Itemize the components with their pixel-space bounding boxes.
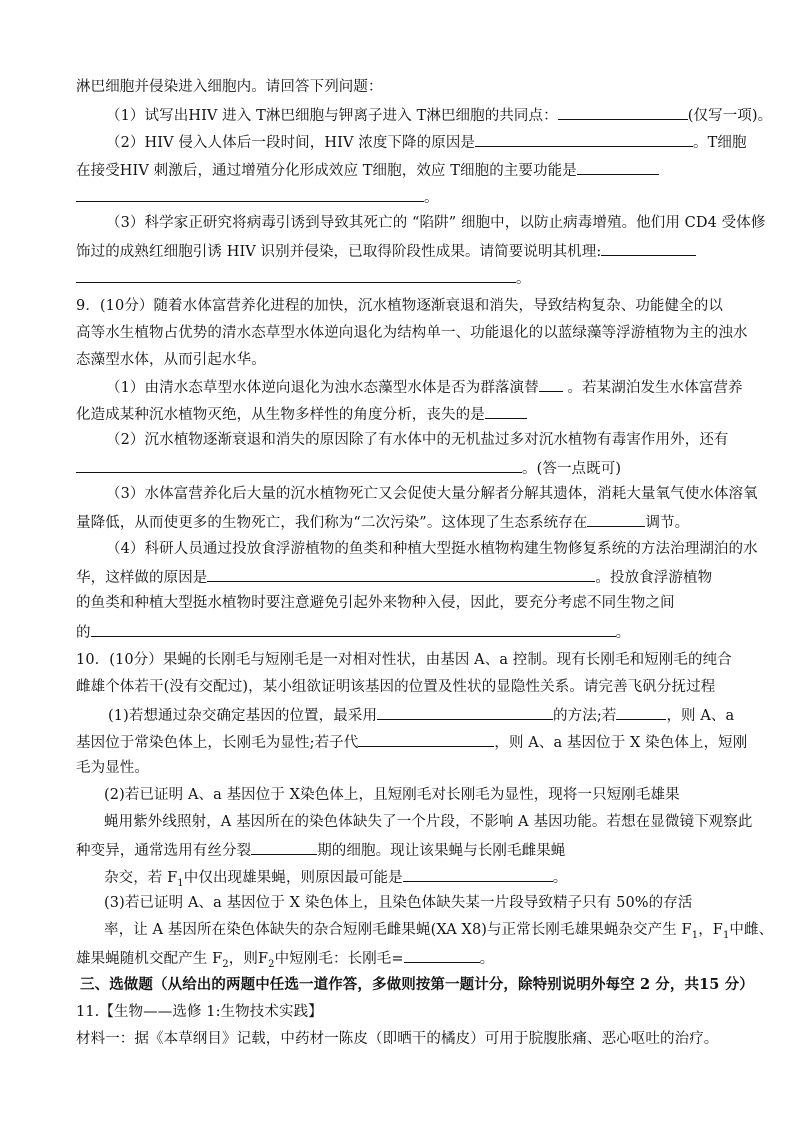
- q10-line2: 雌雄个体若干(没有交配过)，某小组欲证明该基因的位置及性状的显隐性关系。请完善飞矾分抚过程: [76, 679, 716, 695]
- answer-blank[interactable]: [76, 267, 516, 283]
- q9-line3: 态藻型水体，从而引起水华。: [76, 352, 266, 368]
- q10-part2-line3: 种变异，通常选用有丝分裂 期的细胞。现让该果蝇与长刚毛雌果蝇: [76, 839, 565, 861]
- q9-part4-line3: 的鱼类和种植大型挺水植物时要注意避免引起外来物种入侵，因此，要充分考虑不同生物之间: [76, 595, 675, 611]
- answer-blank[interactable]: [485, 403, 527, 419]
- q10-part2-line4: 杂交，若 $F_1$中仅出现雄果蝇，则原因最可能是 。: [104, 866, 567, 888]
- q10-part1: (1)若想通过杂交确定基因的位置，最采用 的方法;若 ，则 A、a: [108, 704, 734, 726]
- q9-part1: （1）由清水态草型水体逆向退化为浊水态藻型水体是否为群落演替 。若某湖泊发生水体富营养: [106, 376, 743, 398]
- answer-blank[interactable]: [601, 240, 696, 256]
- q9-part4-line4: 的 。: [76, 621, 630, 643]
- q10-part2: (2)若已证明 A、a 基因位于 X染色体上，且短刚毛对长刚毛为显性，现将一只短刚毛雄果: [104, 787, 680, 803]
- answer-blank[interactable]: [558, 104, 688, 120]
- answer-blank[interactable]: [616, 704, 666, 720]
- answer-blank[interactable]: [76, 186, 424, 202]
- q8-part1: （1）试写出HIV 进入 T淋巴细胞与钾离子进入 T淋巴细胞的共同点： (仅写一项)。: [106, 104, 772, 126]
- q8-part2: （2）HIV 侵入人体后一段时间，HIV 浓度下降的原因是 。T细胞: [106, 131, 747, 153]
- answer-blank[interactable]: [404, 947, 480, 963]
- q10-part1-line2: 基因位于常染色体上，长刚毛为显性;若子代 ，则 A、a 基因位于 X 染色体上，短刚: [76, 731, 747, 753]
- q10-part3-line2: 率，让 A 基因所在染色体缺失的杂合短刚毛雌果蝇(XA X8)与正常长刚毛雄果蝇杂交产生 $F_1$，$F_1$中雌、: [104, 922, 774, 941]
- q8-part3-line3: 。: [76, 267, 531, 289]
- q8-part2-line2: 在接受HIV 刺激后，通过增殖分化形成效应 T细胞，效应 T细胞的主要功能是: [76, 159, 659, 181]
- q9-part1-line2: 化造成某种沉水植物灭绝，从生物多样性的角度分析，丧失的是: [76, 403, 527, 425]
- q9-part4: （4）科研人员通过投放食浮游植物的鱼类和种植大型挺水植物构建生物修复系统的方法治理湖泊的水: [106, 541, 758, 557]
- answer-blank[interactable]: [76, 457, 522, 473]
- q11-header: 11.【生物——选修 1:生物技术实践】: [76, 1004, 323, 1020]
- q9-header: 9．(10分）随着水体富营养化进程的加快，沉水植物逐渐衰退和消失，导致结构复杂、功能健全的以: [76, 298, 723, 314]
- q8-part3-line2: 饰过的成熟红细胞引诱 HIV 识别并侵染，已取得阶段性成果。请简要说明其机理:: [76, 240, 696, 262]
- q9-part4-line2: 华，这样做的原因是 。投放食浮游植物: [76, 566, 712, 588]
- q8-part2-line3: 。: [76, 186, 439, 208]
- answer-blank[interactable]: [475, 131, 693, 147]
- q10-part1-line3: 毛为显性。: [76, 760, 149, 776]
- q9-part3-line2: 量降低，从而使更多的生物死亡，我们称为“二次污染”。这体现了生态系统存在 调节。: [76, 511, 689, 533]
- q10-part3-line3: 雄果蝇随机交配产生 $F_2$，则$F_2$中短刚毛：长刚毛= 。: [76, 947, 494, 969]
- q10-part2-line2: 蝇用紫外线照射，A 基因所在的染色体缺失了一个片段，不影响 A 基因功能。若想在显微镜下观察此: [104, 814, 753, 830]
- q9-part3: （3）水体富营养化后大量的沉水植物死亡又会促使大量分解者分解其遗体，消耗大量氧气使水体溶氧: [106, 486, 758, 502]
- q10-part3: (3)若已证明 A、a 基因位于 X 染色体上，且染色体缺失某一片段导致精子只有 50%的存活: [104, 895, 693, 911]
- answer-blank[interactable]: [539, 376, 563, 392]
- q8-part3: （3）科学家正研究将病毒引诱到导致其死亡的 “陷阱” 细胞中，以防止病毒增殖。他们用 CD4 受体修: [106, 215, 766, 231]
- q9-line2: 高等水生植物占优势的清水态草型水体逆向退化为结构单一、功能退化的以蓝绿藻等浮游植物为主的浊水: [76, 325, 748, 341]
- intro-line: 淋巴细胞并侵染进入细胞内。请回答下列问题：: [76, 79, 383, 95]
- answer-blank[interactable]: [587, 511, 645, 527]
- answer-blank[interactable]: [577, 159, 659, 175]
- answer-blank[interactable]: [251, 839, 317, 855]
- section3-title: 三、选做题（从给出的两题中任选一道作答，多做则按第一题计分，除特别说明外每空 2 分，共15 分）: [80, 976, 754, 993]
- q9-part2: （2）沉水植物逐渐衰退和消失的原因除了有水体中的无机盐过多对沉水植物有毒害作用外，还有: [106, 432, 729, 448]
- answer-blank[interactable]: [91, 621, 616, 637]
- answer-blank[interactable]: [358, 731, 494, 747]
- answer-blank[interactable]: [403, 866, 553, 882]
- material-one: 材料一：据《本草纲目》记载，中药材一陈皮（即晒干的橘皮）可用于脘腹胀痛、恶心呕吐的治疗。: [76, 1031, 719, 1047]
- q9-part2-line2: 。(答一点既可): [76, 457, 621, 479]
- q10-header: 10．(10分）果蝇的长刚毛与短刚毛是一对相对性状，由基因 A、a 控制。现有长刚毛和短刚毛的纯合: [76, 652, 732, 668]
- answer-blank[interactable]: [377, 704, 553, 720]
- answer-blank[interactable]: [207, 566, 595, 582]
